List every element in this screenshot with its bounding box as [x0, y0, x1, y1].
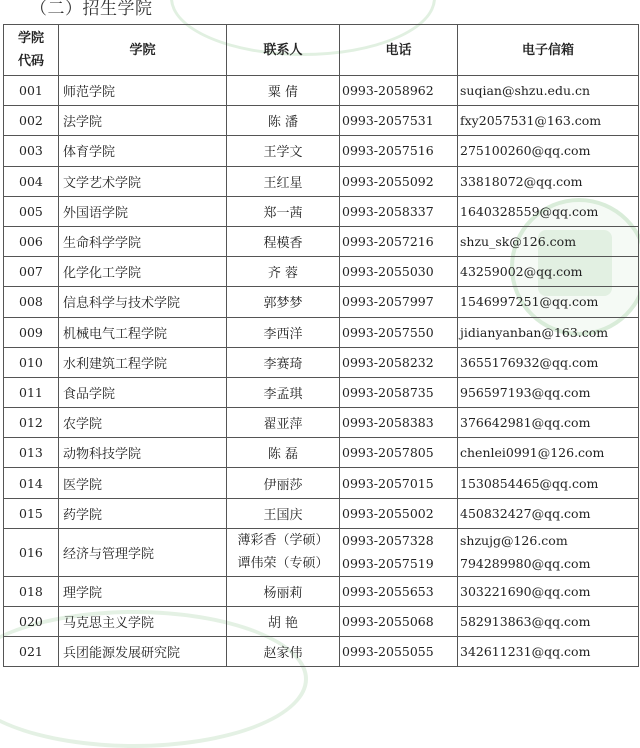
cell-college: 生命科学学院	[59, 226, 227, 256]
cell-phone: 0993-2058962	[340, 76, 458, 106]
table-row	[4, 498, 639, 528]
cell-phone: 0993-2058383	[340, 408, 458, 438]
contact-academic: 薄彩香（学硕）	[237, 533, 329, 549]
cell-college: 法学院	[59, 106, 227, 136]
cell-contact: 王学文	[227, 136, 340, 166]
cell-phone: 0993-2055092	[340, 166, 458, 196]
cell-code: 015	[4, 498, 59, 528]
cell-email[interactable]: 1640328559@qq.com	[458, 196, 639, 226]
cell-code: 021	[4, 637, 59, 667]
cell-phone: 0993-2058337	[340, 196, 458, 226]
cell-college: 水利建筑工程学院	[59, 347, 227, 377]
cell-email[interactable]: shzu_sk@126.com	[458, 226, 639, 256]
cell-college: 化学化工学院	[59, 257, 227, 287]
cell-college: 经济与管理学院	[59, 528, 227, 576]
contact-professional: 谭伟荣（专硕）	[237, 556, 329, 572]
cell-phone: 0993-2057516	[340, 136, 458, 166]
cell-email[interactable]: chenlei0991@126.com	[458, 438, 639, 468]
phone-academic: 0993-2057328	[342, 533, 434, 549]
cell-email	[458, 528, 639, 576]
cell-college: 信息科学与技术学院	[59, 287, 227, 317]
cell-contact: 程模香	[227, 226, 340, 256]
cell-email[interactable]: suqian@shzu.edu.cn	[458, 76, 639, 106]
table-row	[4, 637, 639, 667]
cell-email[interactable]: 1530854465@qq.com	[458, 468, 639, 498]
cell-email[interactable]: 33818072@qq.com	[458, 166, 639, 196]
cell-college: 理学院	[59, 576, 227, 606]
cell-contact: 粟 倩	[227, 76, 340, 106]
cell-phone: 0993-2055055	[340, 637, 458, 667]
cell-contact: 齐 蓉	[227, 257, 340, 287]
phone-professional: 0993-2057519	[342, 556, 434, 572]
table-row	[4, 226, 639, 256]
table-row	[4, 106, 639, 136]
cell-code: 002	[4, 106, 59, 136]
cell-phone	[340, 528, 458, 576]
header-phone: 电话	[340, 25, 458, 76]
cell-college: 文学艺术学院	[59, 166, 227, 196]
cell-phone: 0993-2055068	[340, 607, 458, 637]
table-row	[4, 287, 639, 317]
cell-code: 008	[4, 287, 59, 317]
table-row	[4, 76, 639, 106]
table-row	[4, 408, 639, 438]
cell-code: 020	[4, 607, 59, 637]
table-row	[4, 528, 639, 576]
cell-phone: 0993-2055653	[340, 576, 458, 606]
cell-phone: 0993-2057015	[340, 468, 458, 498]
cell-college: 体育学院	[59, 136, 227, 166]
cell-contact: 杨丽莉	[227, 576, 340, 606]
cell-email[interactable]: fxy2057531@163.com	[458, 106, 639, 136]
cell-contact: 胡 艳	[227, 607, 340, 637]
cell-email[interactable]: 43259002@qq.com	[458, 257, 639, 287]
cell-college: 农学院	[59, 408, 227, 438]
header-contact: 联系人	[227, 25, 340, 76]
cell-code: 011	[4, 377, 59, 407]
email-academic[interactable]: shzujg@126.com	[460, 533, 568, 549]
cell-contact: 李赛琦	[227, 347, 340, 377]
header-college: 学院	[59, 25, 227, 76]
table-row	[4, 317, 639, 347]
table-row	[4, 576, 639, 606]
email-professional[interactable]: 794289980@qq.com	[460, 556, 591, 572]
cell-code: 013	[4, 438, 59, 468]
cell-email[interactable]: 342611231@qq.com	[458, 637, 639, 667]
cell-contact: 翟亚萍	[227, 408, 340, 438]
cell-college: 医学院	[59, 468, 227, 498]
cell-contact: 郑一茜	[227, 196, 340, 226]
cell-email[interactable]: 582913863@qq.com	[458, 607, 639, 637]
table-row	[4, 377, 639, 407]
table-row	[4, 347, 639, 377]
cell-phone: 0993-2058735	[340, 377, 458, 407]
cell-college: 药学院	[59, 498, 227, 528]
cell-email[interactable]: 376642981@qq.com	[458, 408, 639, 438]
cell-contact: 李孟琪	[227, 377, 340, 407]
table-row	[4, 438, 639, 468]
college-contact-table	[3, 24, 639, 667]
table-row	[4, 257, 639, 287]
section-title: （二）招生学院	[30, 0, 153, 19]
cell-code: 006	[4, 226, 59, 256]
table-row	[4, 196, 639, 226]
cell-code: 003	[4, 136, 59, 166]
cell-email[interactable]: jidianyanban@163.com	[458, 317, 639, 347]
cell-email[interactable]: 275100260@qq.com	[458, 136, 639, 166]
table-row	[4, 468, 639, 498]
cell-code: 001	[4, 76, 59, 106]
header-college-code	[4, 25, 59, 76]
cell-phone: 0993-2058232	[340, 347, 458, 377]
table-row	[4, 136, 639, 166]
cell-college: 机械电气工程学院	[59, 317, 227, 347]
cell-contact: 陈 潘	[227, 106, 340, 136]
cell-college: 食品学院	[59, 377, 227, 407]
cell-phone: 0993-2057997	[340, 287, 458, 317]
table-header-row	[4, 25, 639, 76]
cell-contact: 王红星	[227, 166, 340, 196]
cell-email[interactable]: 1546997251@qq.com	[458, 287, 639, 317]
cell-code: 009	[4, 317, 59, 347]
cell-email[interactable]: 3655176932@qq.com	[458, 347, 639, 377]
cell-code: 012	[4, 408, 59, 438]
cell-phone: 0993-2057531	[340, 106, 458, 136]
cell-college: 外国语学院	[59, 196, 227, 226]
cell-contact: 李西洋	[227, 317, 340, 347]
cell-college: 马克思主义学院	[59, 607, 227, 637]
cell-code: 004	[4, 166, 59, 196]
header-email: 电子信箱	[458, 25, 639, 76]
cell-contact: 王国庆	[227, 498, 340, 528]
table-row	[4, 166, 639, 196]
table-row	[4, 607, 639, 637]
cell-code: 014	[4, 468, 59, 498]
cell-code: 018	[4, 576, 59, 606]
cell-email[interactable]: 450832427@qq.com	[458, 498, 639, 528]
cell-contact: 郭梦梦	[227, 287, 340, 317]
cell-phone: 0993-2055030	[340, 257, 458, 287]
cell-code: 007	[4, 257, 59, 287]
cell-college: 兵团能源发展研究院	[59, 637, 227, 667]
cell-phone: 0993-2057550	[340, 317, 458, 347]
cell-code: 010	[4, 347, 59, 377]
cell-email[interactable]: 956597193@qq.com	[458, 377, 639, 407]
cell-college: 师范学院	[59, 76, 227, 106]
cell-contact	[227, 528, 340, 576]
cell-phone: 0993-2055002	[340, 498, 458, 528]
header-code-line2: 代码	[17, 54, 44, 69]
header-code-line1: 学院	[17, 31, 44, 46]
cell-contact: 伊丽莎	[227, 468, 340, 498]
cell-phone: 0993-2057805	[340, 438, 458, 468]
cell-contact: 陈 磊	[227, 438, 340, 468]
cell-contact: 赵家伟	[227, 637, 340, 667]
cell-code: 005	[4, 196, 59, 226]
cell-phone: 0993-2057216	[340, 226, 458, 256]
cell-college: 动物科技学院	[59, 438, 227, 468]
cell-code: 016	[4, 528, 59, 576]
cell-email[interactable]: 303221690@qq.com	[458, 576, 639, 606]
